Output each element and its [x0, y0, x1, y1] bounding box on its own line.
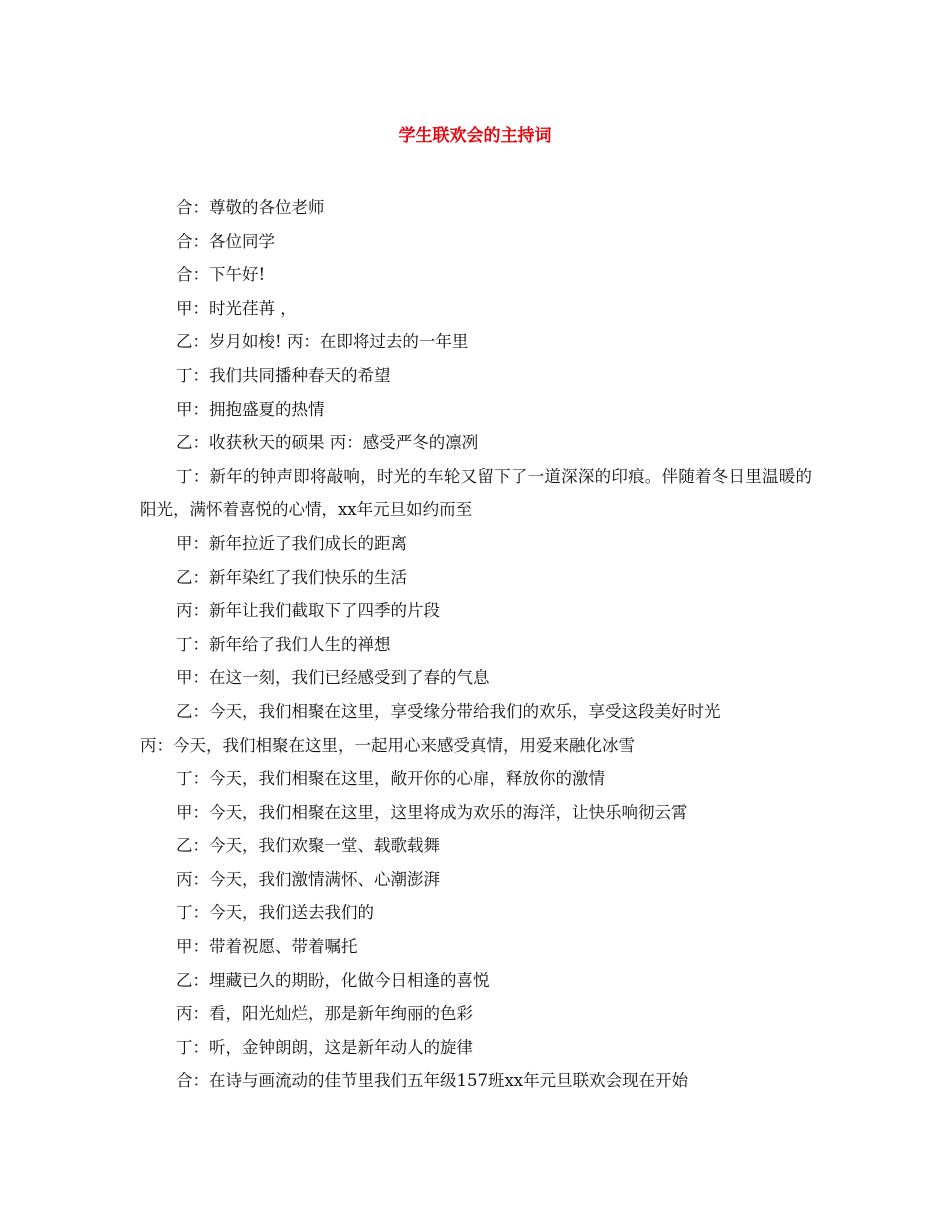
script-line: 合：下午好! [176, 265, 266, 285]
script-line: 乙：岁月如梭! 丙：在即将过去的一年里 [176, 332, 469, 352]
document-title: 学生联欢会的主持词 [398, 126, 552, 146]
script-line: 甲：在这一刻，我们已经感受到了春的气息 [176, 668, 490, 688]
script-line: 丙：今天，我们相聚在这里，一起用心来感受真情，用爱来融化冰雪 [140, 735, 635, 755]
script-line: 乙：埋藏已久的期盼，化做今日相逢的喜悦 [176, 970, 490, 990]
script-line: 丁：我们共同播种春天的希望 [176, 365, 391, 385]
script-line: 乙：今天，我们相聚在这里，享受缘分带给我们的欢乐，享受这段美好时光 [176, 701, 721, 721]
script-line: 乙：今天，我们欢聚一堂、载歌载舞 [176, 836, 440, 856]
script-line: 丙：今天，我们激情满怀、心潮澎湃 [176, 869, 440, 889]
script-line: 丁：新年给了我们人生的禅想 [176, 634, 391, 654]
script-line: 合：尊敬的各位老师 [176, 198, 325, 217]
script-line: 甲：新年拉近了我们成长的距离 [176, 533, 407, 553]
script-line: 乙：收获秋天的硕果 丙：感受严冬的凛冽 [176, 433, 479, 453]
script-line: 丙：新年让我们截取下了四季的片段 [176, 601, 440, 621]
document-body [140, 191, 812, 1098]
script-line: 甲：今天，我们相聚在这里，这里将成为欢乐的海洋，让快乐响彻云霄 [176, 802, 688, 822]
script-line: 丙：看，阳光灿烂，那是新年绚丽的色彩 [176, 1004, 473, 1024]
script-line: 乙：新年染红了我们快乐的生活 [176, 567, 407, 587]
script-line: 甲：拥抱盛夏的热情 [176, 399, 325, 419]
script-line: 甲：带着祝愿、带着嘱托 [176, 937, 358, 957]
script-line: 合：在诗与画流动的佳节里我们五年级157班xx年元旦联欢会现在开始 [176, 1071, 689, 1091]
script-line: 甲：时光荏苒 ， [176, 298, 297, 318]
script-line: 合：各位同学 [176, 231, 275, 251]
script-line: 丁：今天，我们送去我们的 [176, 903, 374, 923]
script-line: 丁：听，金钟朗朗，这是新年动人的旋律 [176, 1037, 473, 1057]
script-paragraph: 丁：新年的钟声即将敲响，时光的车轮又留下了一道深深的印痕。伴随着冬日里温暖的阳光，满怀着喜悦的心情，xx年元旦如约而至 [140, 466, 812, 520]
script-line: 丁：今天，我们相聚在这里，敞开你的心扉，释放你的激情 [176, 769, 605, 789]
